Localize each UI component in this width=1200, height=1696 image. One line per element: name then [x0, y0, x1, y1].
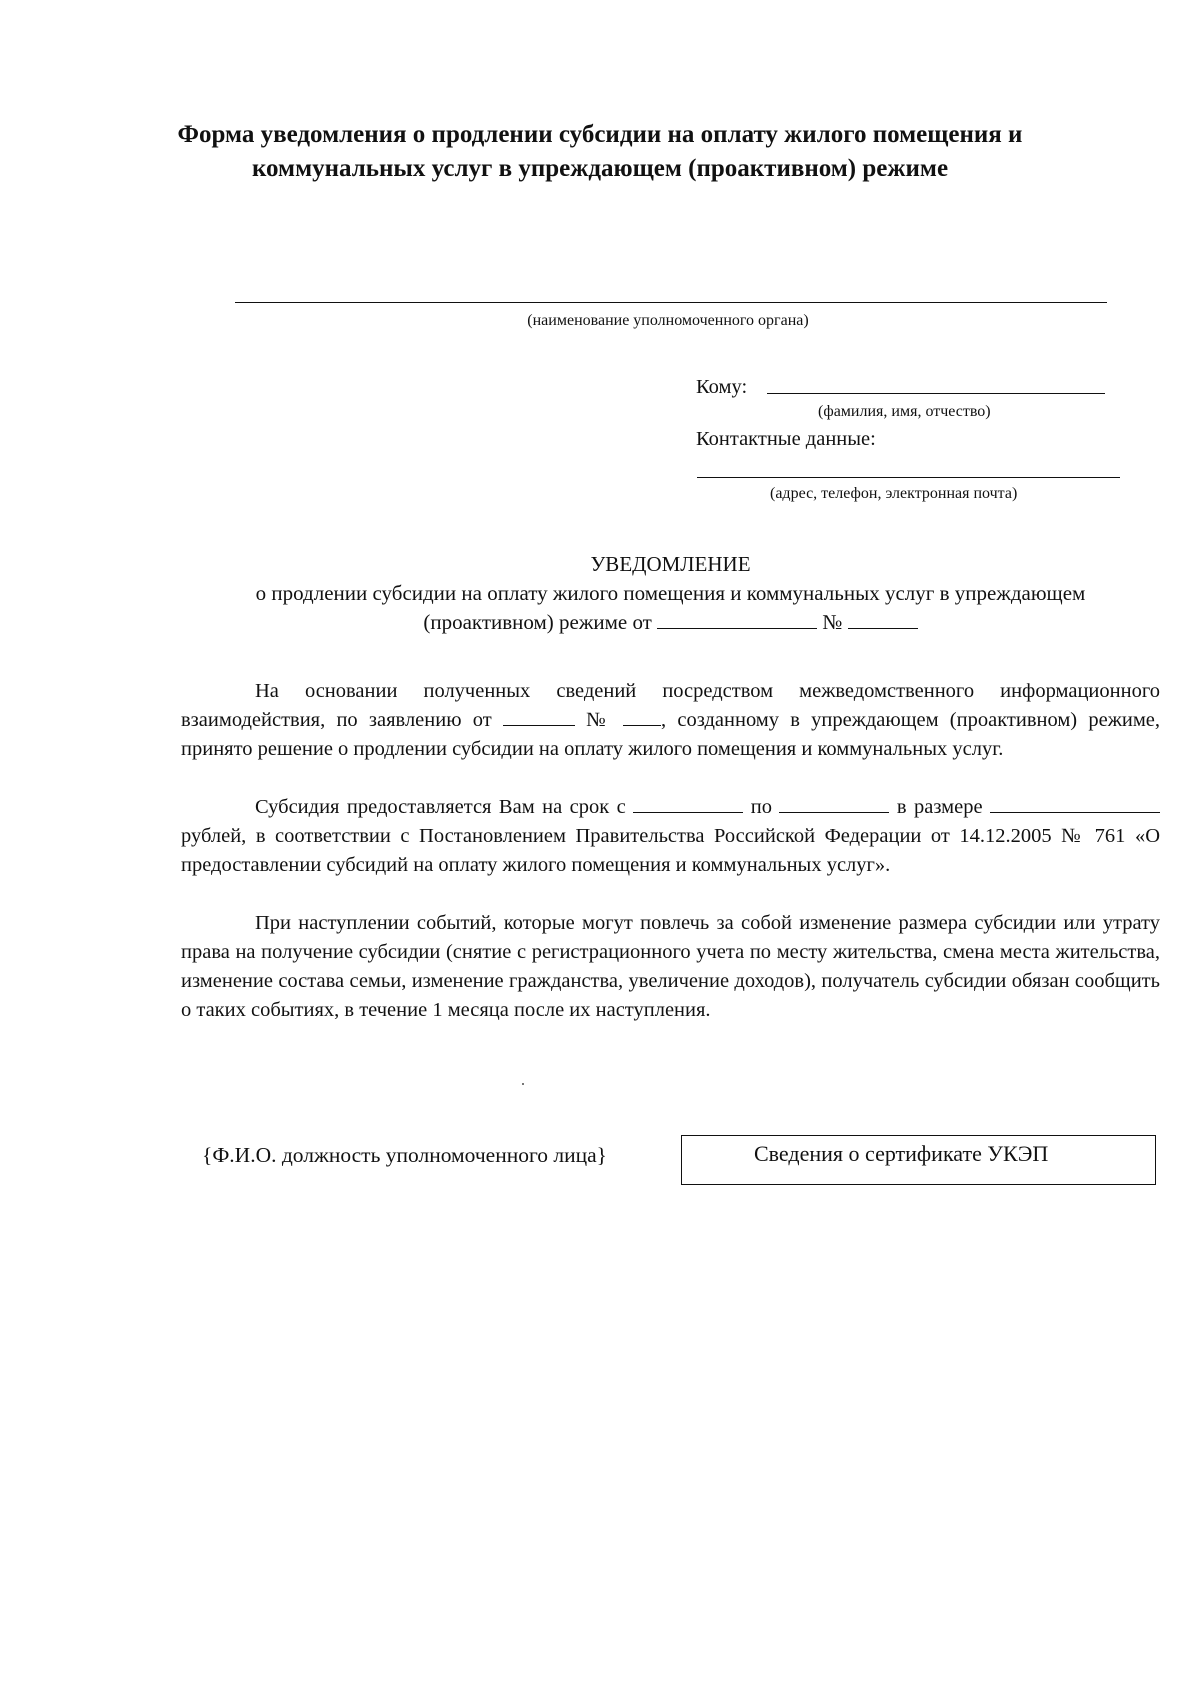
contacts-caption: (адрес, телефон, электронная почта) [770, 485, 1018, 502]
recipient-name-caption: (фамилия, имя, отчество) [818, 403, 991, 420]
contacts-line [697, 477, 1120, 478]
paragraph-3-text: При наступлении событий, которые могут повлечь за собой изменение размера субсидии или утрату права на получение субсидии (снятие с регистрационного учета по месту жительства, смена места жительства, изменение состава семьи, изменение гражданства, увеличение доходов), получатель субсидии обязан сообщить о таких событиях, в течение 1 месяца после их наступления. [181, 912, 1160, 1021]
application-number-blank [623, 707, 661, 726]
scan-speck [522, 1083, 524, 1085]
paragraph-1-number-sign: № [586, 709, 612, 731]
certificate-box [681, 1135, 1156, 1185]
paragraph-2-text-3: в размере [896, 796, 983, 818]
paragraph-2-text-4: рублей, в соответствии с Постановлением Правительства Российской Федерации от 14.12.2005 № 761 «О предоставлении субсидий на оплату жилого помещения и коммунальных услуг». [181, 825, 1160, 876]
document-title-line-1: Форма уведомления о продлении субсидии на оплату жилого помещения и [177, 121, 1023, 148]
application-date-blank [503, 707, 575, 726]
document-title [160, 118, 1040, 186]
notice-subtitle-line-2 [181, 608, 1160, 636]
recipient-name-line [767, 393, 1105, 394]
authority-caption: (наименование уполномоченного органа) [527, 312, 809, 329]
document-title-line-2: коммунальных услуг в упреждающем (проактивном) режиме [251, 155, 949, 182]
period-start-blank [633, 794, 743, 813]
paragraph-1-text-end: , созданному в упреждающем (проактивном) режиме, принято решение о продлении субсидии на оплату жилого помещения и коммунальных услуг. [181, 709, 1161, 760]
authority-name-line [235, 302, 1107, 303]
recipient-label: Кому: [696, 376, 748, 398]
contacts-label: Контактные данные: [696, 428, 876, 450]
paragraph-1-text-start: На основании полученных сведений посредством межведомственного информационного взаимодействия, по заявлению от [181, 680, 1160, 731]
period-end-blank [779, 794, 889, 813]
body-paragraph-3 [181, 909, 1160, 1025]
notice-number-sign: № [822, 610, 843, 634]
notice-heading: УВЕДОМЛЕНИЕ [590, 552, 751, 576]
notice-date-blank [657, 610, 817, 629]
notice-subtitle-line-1: о продлении субсидии на оплату жилого помещения и коммунальных услуг в упреждающем [255, 581, 1086, 605]
body-paragraph-1 [181, 677, 1160, 764]
certificate-text: Сведения о сертификате УКЭП [754, 1141, 1049, 1166]
official-name-position: {Ф.И.О. должность уполномоченного лица} [202, 1143, 607, 1167]
body-paragraph-2 [181, 793, 1160, 880]
notice-number-blank [848, 610, 918, 629]
subsidy-amount-blank [990, 794, 1160, 813]
paragraph-2-text-1: Субсидия предоставляется Вам на срок с [255, 796, 626, 818]
paragraph-2-text-2: по [750, 796, 772, 818]
notice-subtitle-prefix: (проактивном) режиме от [423, 610, 652, 634]
